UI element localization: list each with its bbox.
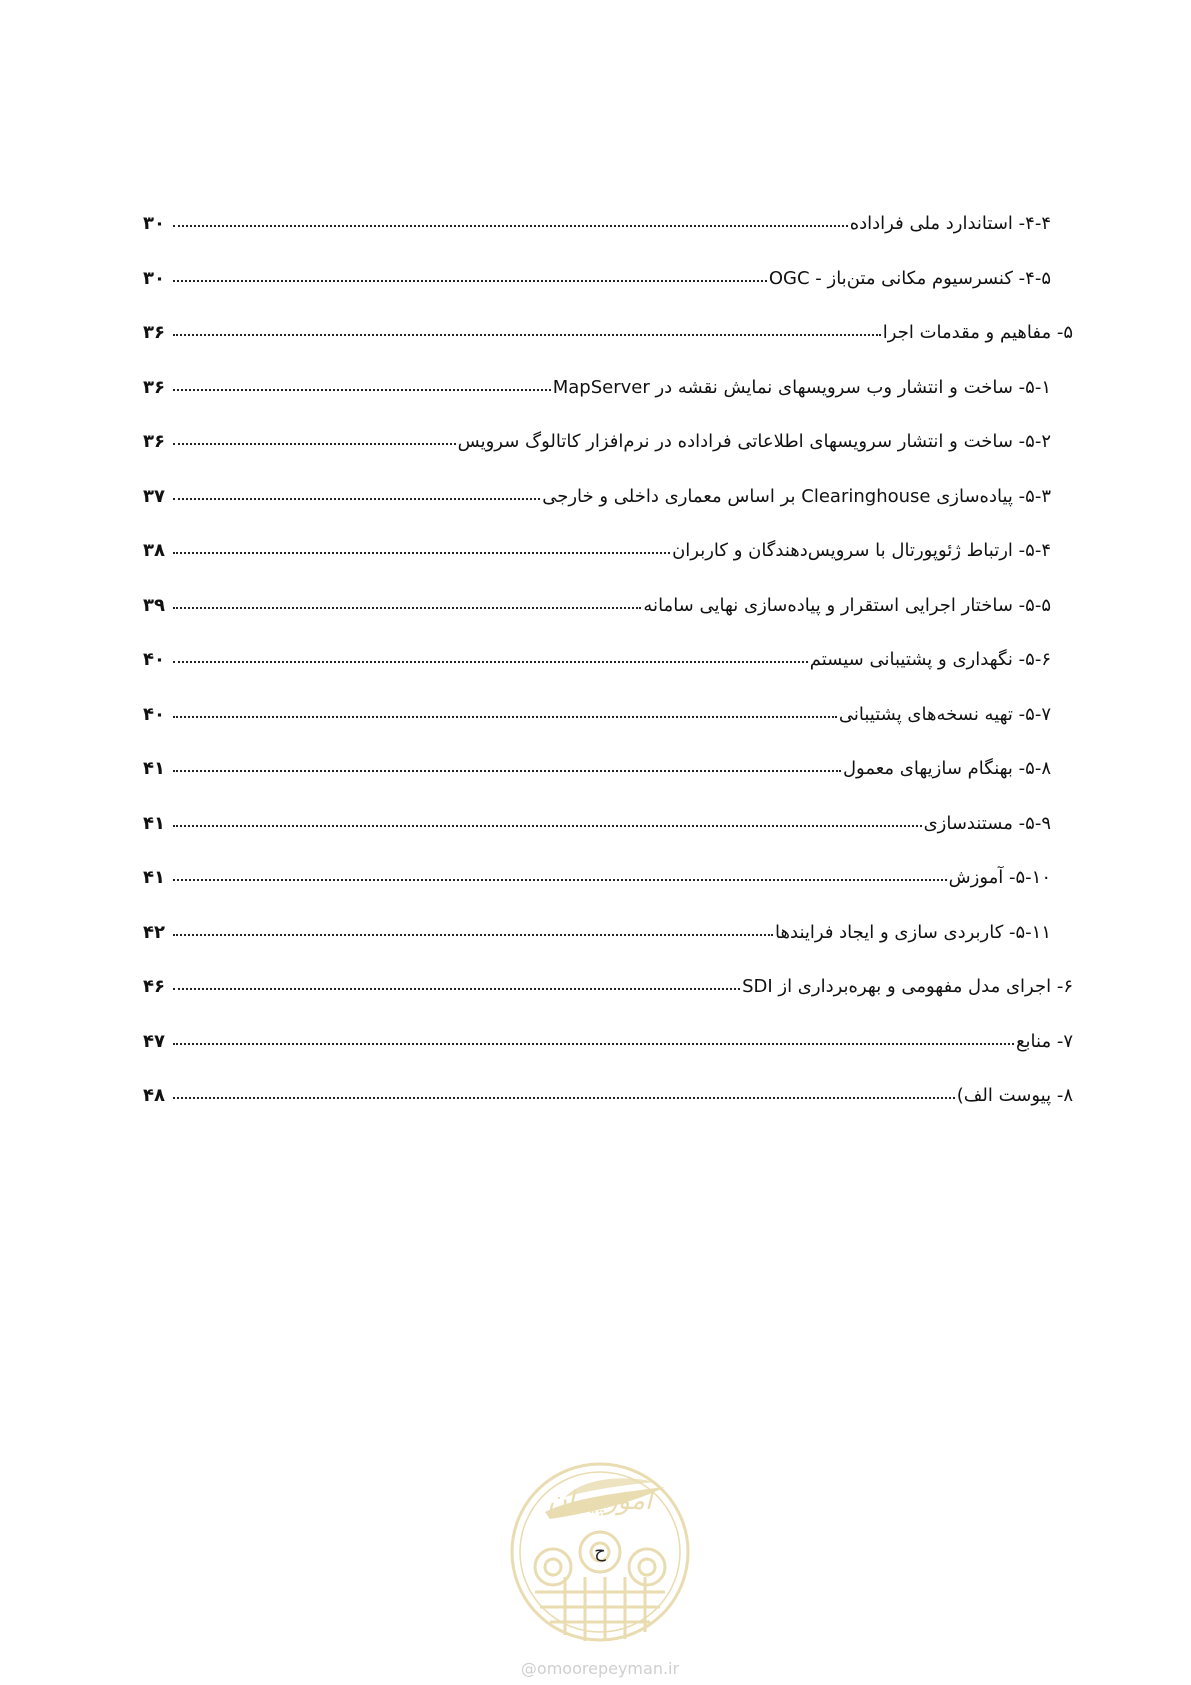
toc-entry-page: ۴۱	[143, 867, 165, 888]
toc-entry-page: ۳۶	[143, 431, 165, 452]
toc-entry[interactable]	[143, 267, 1073, 322]
toc-entry-title: ۵-۶- نگهداری و پشتیبانی سیستم	[809, 649, 1051, 670]
logo-text: امورپیمان	[547, 1486, 653, 1516]
toc-dot-leader	[173, 1042, 1014, 1045]
toc-entry-title: ۴-۵- کنسرسیوم مکانی متن‌باز - OGC	[768, 267, 1051, 289]
toc-entry-title: ۵-۵- ساختار اجرایی استقرار و پیاده‌سازی نهایی سامانه	[643, 594, 1051, 616]
toc-entry[interactable]	[143, 594, 1073, 649]
toc-entry-page: ۴۲	[143, 921, 165, 943]
toc-dot-leader	[173, 987, 740, 990]
toc-dot-leader	[173, 878, 947, 881]
toc-entry-title: ۴-۴- استاندارد ملی فراداده	[849, 213, 1051, 234]
toc-entry[interactable]	[143, 376, 1073, 431]
toc-entry-title: ۷- منابع	[1015, 1030, 1073, 1052]
toc-entry-page: ۴۱	[143, 812, 165, 834]
toc-dot-leader	[173, 769, 841, 772]
toc-entry-page: ۳۹	[143, 594, 165, 616]
toc-dot-leader	[173, 1096, 955, 1099]
toc-entry[interactable]	[143, 1030, 1073, 1085]
toc-dot-leader	[173, 333, 881, 336]
toc-entry[interactable]	[143, 485, 1073, 540]
toc-entry-title: ۵-۲- ساخت و انتشار سرویسهای اطلاعاتی فراداده در نرم‌افزار کاتالوگ سرویس	[457, 431, 1051, 452]
toc-entry-title: ۸- پیوست الف)	[956, 1085, 1073, 1106]
toc-entry[interactable]	[143, 648, 1073, 703]
toc-entry-page: ۴۱	[143, 758, 165, 779]
toc-entry[interactable]	[143, 539, 1073, 594]
toc-entry-title: ۵-۷- تهیه نسخه‌های پشتیبانی	[838, 703, 1051, 725]
toc-entry-page: ۳۶	[143, 376, 165, 398]
toc-entry-title: ۵-۴- ارتباط ژئوپورتال با سرویس‌دهندگان و کاربران	[672, 540, 1051, 561]
toc-entry[interactable]	[143, 757, 1073, 812]
toc-entry[interactable]	[143, 866, 1073, 921]
toc-dot-leader	[173, 551, 670, 554]
toc-entry-title: ۵-۸- بهنگام سازیهای معمول	[842, 758, 1051, 779]
toc-entry-title: ۵-۱۱- کاربردی سازی و ایجاد فرایندها	[775, 921, 1051, 943]
toc-entry[interactable]	[143, 1084, 1073, 1139]
toc-entry-page: ۴۸	[143, 1085, 165, 1106]
toc-entry[interactable]	[143, 921, 1073, 976]
toc-entry-title: ۶- اجرای مدل مفهومی و بهره‌برداری از SDI	[742, 976, 1073, 997]
toc-entry[interactable]	[143, 975, 1073, 1030]
toc-dot-leader	[173, 660, 808, 663]
toc-entry-page: ۳۷	[143, 485, 165, 507]
toc-entry-title: ۵- مفاهیم و مقدمات اجرا	[882, 322, 1073, 343]
toc-dot-leader	[173, 388, 551, 391]
toc-entry-page: ۳۰	[143, 213, 165, 234]
toc-entry-title: ۵-۳- پیاده‌سازی Clearinghouse بر اساس معماری داخلی و خارجی	[542, 485, 1051, 507]
toc-entry[interactable]	[143, 703, 1073, 758]
toc-entry[interactable]	[143, 812, 1073, 867]
table-of-contents	[143, 212, 1073, 1139]
toc-entry-page: ۳۰	[143, 267, 165, 289]
toc-entry-title: ۵-۹- مستندسازی	[923, 812, 1051, 834]
toc-dot-leader	[173, 606, 641, 609]
toc-entry-title: ۵-۱- ساخت و انتشار وب سرویسهای نمایش نقشه در MapServer	[552, 376, 1051, 398]
toc-entry-page: ۴۶	[143, 976, 165, 997]
toc-entry-title: ۵-۱۰- آموزش	[948, 867, 1051, 888]
toc-dot-leader	[173, 715, 837, 718]
toc-dot-leader	[173, 933, 773, 936]
toc-entry-page: ۳۶	[143, 322, 165, 343]
toc-entry[interactable]	[143, 321, 1073, 376]
toc-entry[interactable]	[143, 212, 1073, 267]
toc-entry[interactable]	[143, 430, 1073, 485]
toc-dot-leader	[173, 824, 922, 827]
watermark-url: @omoorepeyman.ir	[520, 1659, 680, 1678]
toc-dot-leader	[173, 224, 848, 227]
toc-entry-page: ۴۰	[143, 649, 165, 670]
toc-entry-page: ۳۸	[143, 540, 165, 561]
toc-dot-leader	[173, 497, 540, 500]
toc-dot-leader	[173, 442, 456, 445]
page-number: ح	[594, 1541, 606, 1562]
toc-entry-page: ۴۰	[143, 703, 165, 725]
toc-dot-leader	[173, 279, 767, 282]
toc-entry-page: ۴۷	[143, 1030, 165, 1052]
